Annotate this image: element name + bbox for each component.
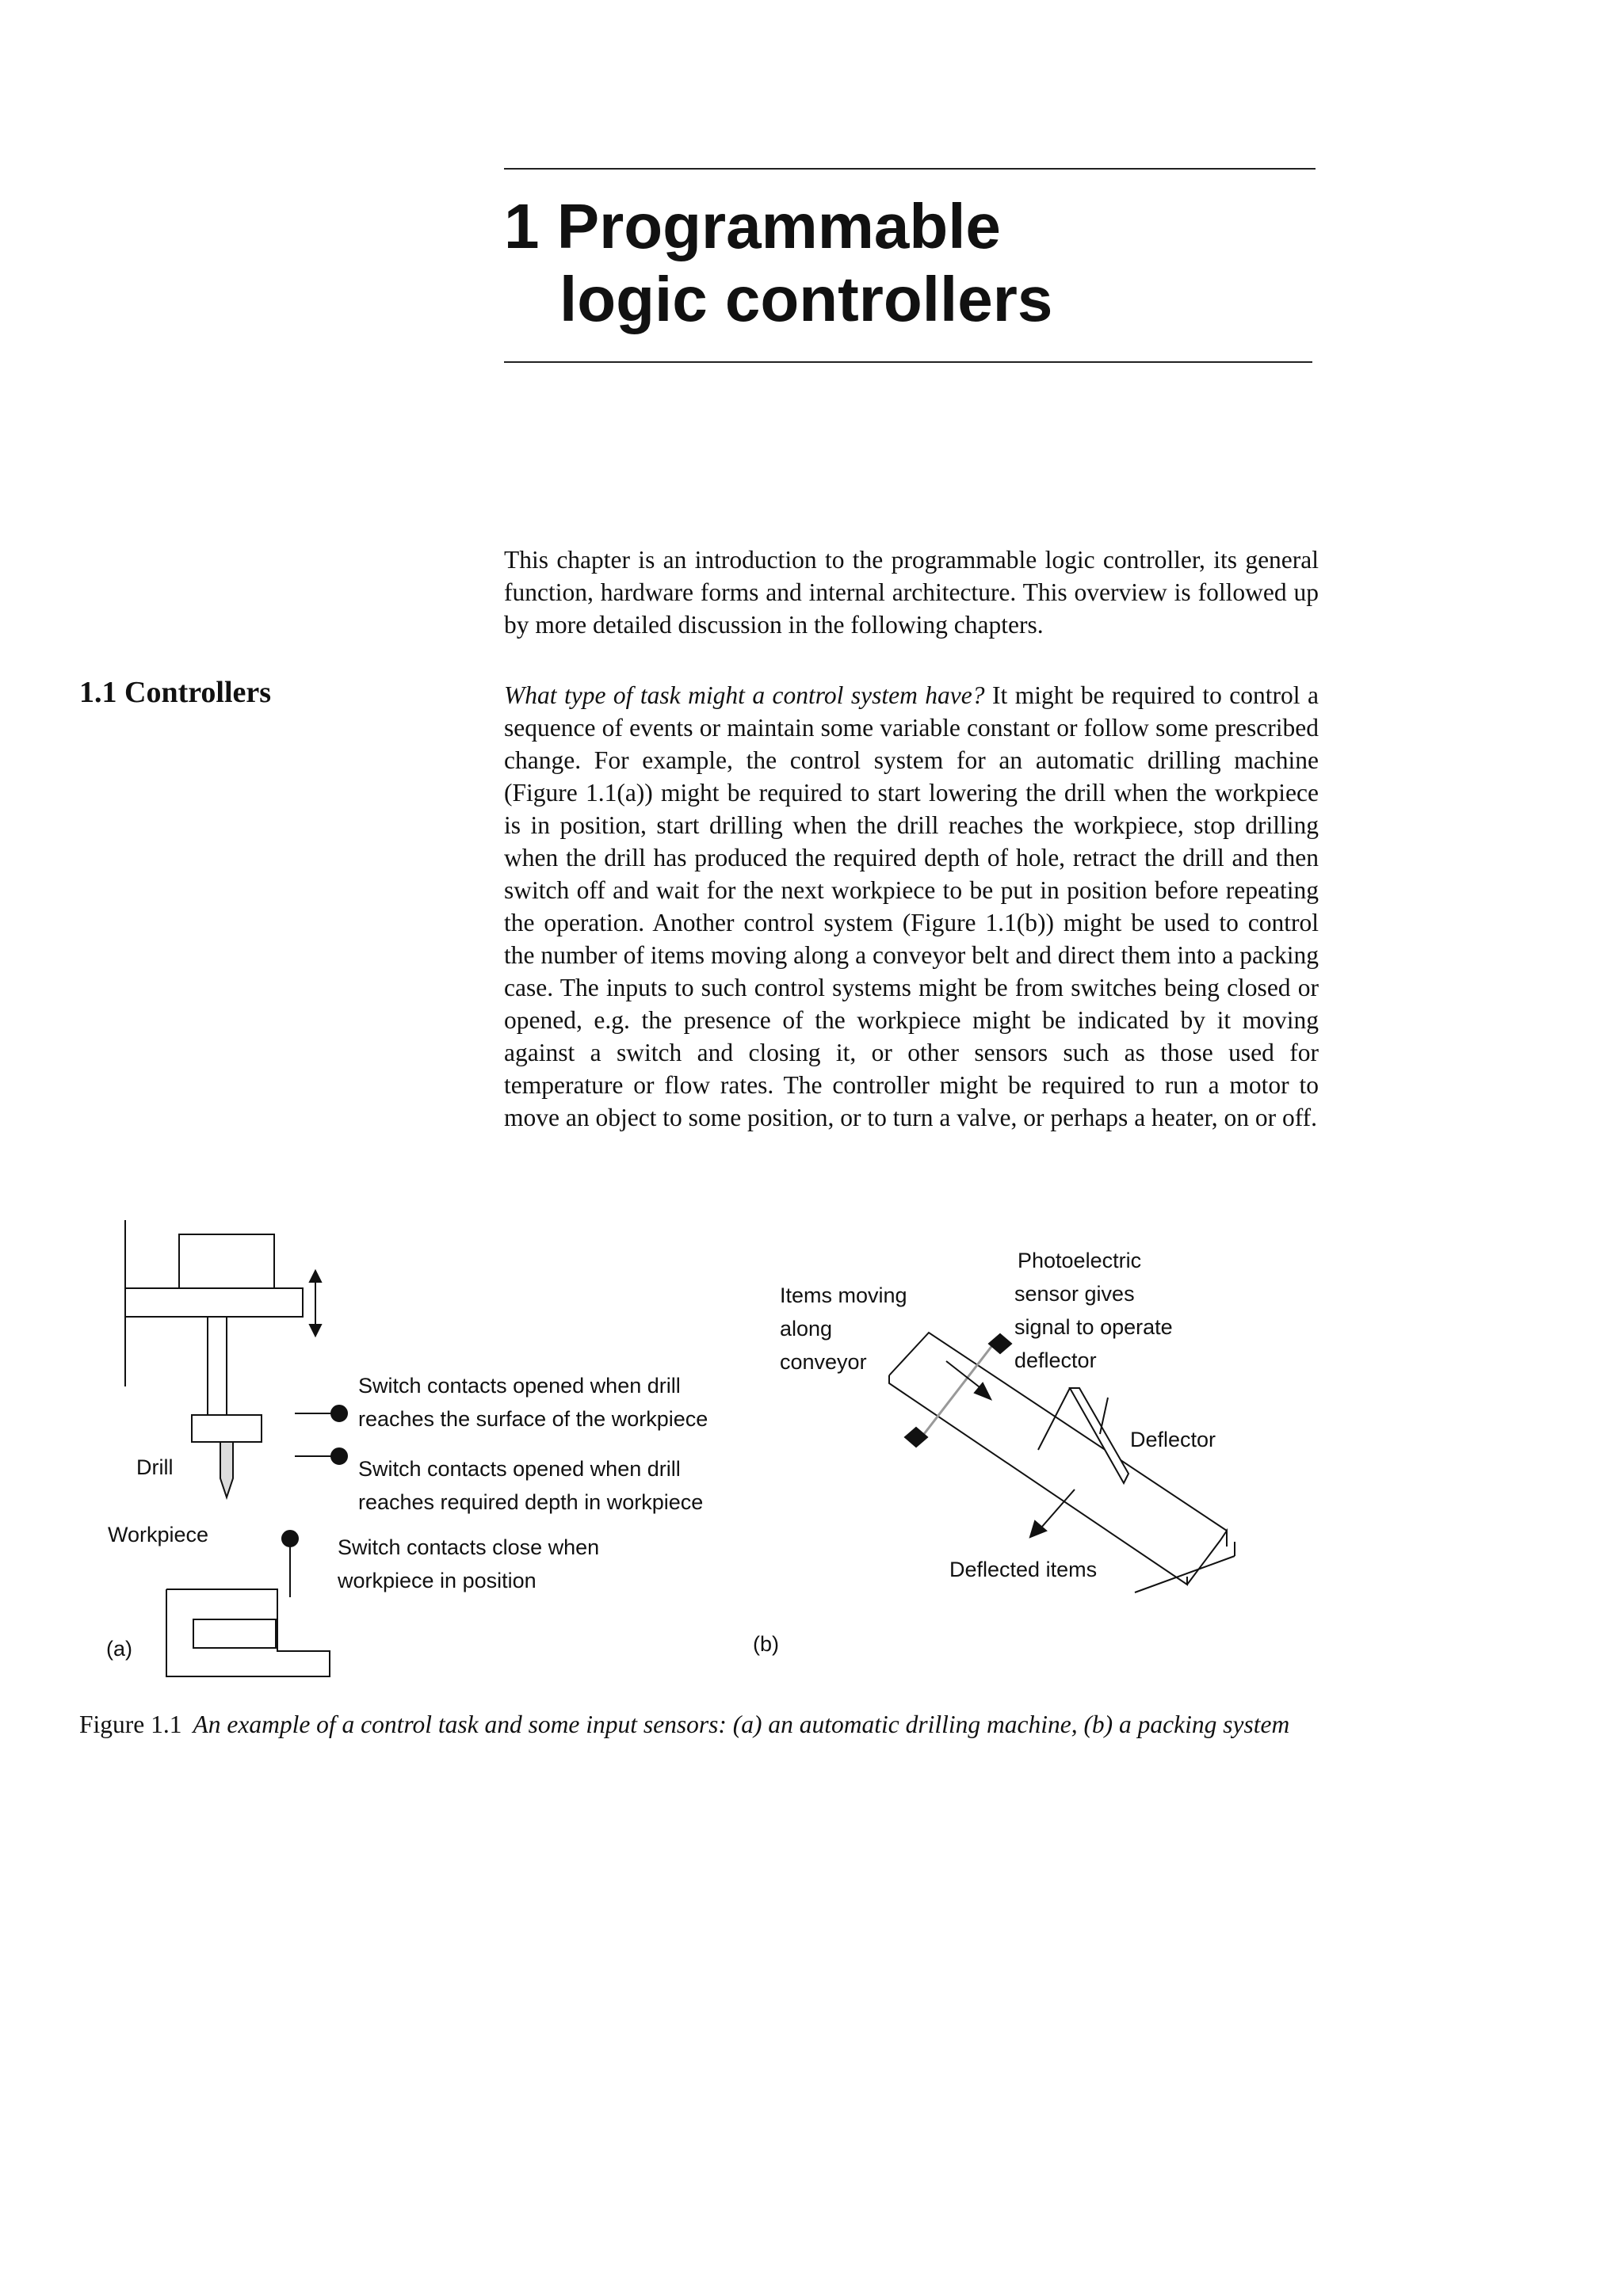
drill-label: Drill — [136, 1455, 174, 1479]
deflector-label: Deflector — [1130, 1428, 1216, 1451]
figure-drawing — [0, 1204, 1623, 1695]
sensor-label-line1: Photoelectric — [1018, 1249, 1142, 1272]
figure-caption — [79, 1708, 1319, 1741]
switch1-label-line2: reaches the surface of the workpiece — [358, 1407, 708, 1431]
conveyor-end-edge — [1135, 1556, 1235, 1592]
title-top-rule — [504, 168, 1316, 170]
items-label-line3: conveyor — [780, 1350, 867, 1374]
lead-question: What type of task might a control system have? — [504, 681, 985, 709]
section-paragraph — [504, 679, 1319, 1134]
items-label-line1: Items moving — [780, 1283, 907, 1307]
chapter-title — [504, 190, 1052, 336]
sensor-label-line4: deflector — [1014, 1348, 1097, 1372]
drill-bit — [220, 1442, 233, 1497]
sensor-label-line2: sensor gives — [1014, 1282, 1135, 1306]
chapter-title-line1: 1 Programmable — [504, 191, 1001, 261]
items-label-line2: along — [780, 1317, 833, 1341]
deflector-pointer — [1100, 1398, 1108, 1434]
caption-text: An example of a control task and some input sensors: (a) an automatic drilling machine, (b) a packing system — [193, 1711, 1290, 1738]
switch1-contact-icon — [331, 1405, 347, 1421]
down-arrow-icon — [310, 1325, 321, 1336]
sensor-label-line3: signal to operate — [1014, 1315, 1173, 1339]
conveyor-near-wall — [889, 1375, 1187, 1585]
deflector-gate-base — [1038, 1388, 1070, 1450]
drill-carriage — [125, 1288, 303, 1317]
workpiece — [193, 1619, 276, 1648]
chapter-title-line2: logic controllers — [559, 264, 1053, 334]
section-heading: 1.1 Controllers — [79, 676, 272, 709]
light-receiver-icon — [905, 1428, 927, 1447]
switch2-label-line2: reaches required depth in workpiece — [358, 1490, 704, 1514]
title-bottom-rule — [504, 361, 1312, 363]
up-arrow-icon — [310, 1271, 321, 1282]
panel-b-label: (b) — [753, 1632, 779, 1656]
workpiece-label: Workpiece — [108, 1523, 209, 1547]
fixture-base — [166, 1589, 330, 1676]
caption-label: Figure 1.1 — [79, 1711, 182, 1738]
figure-1-1 — [0, 1204, 1623, 1695]
deflected-items-label: Deflected items — [949, 1558, 1098, 1581]
light-beam — [924, 1337, 999, 1434]
deflected-direction-line — [1041, 1489, 1075, 1527]
motor-head — [179, 1234, 274, 1288]
intro-paragraph: This chapter is an introduction to the programmable logic controller, its general function, hardware forms and internal architecture. This overview is followed up by more detailed discussion in the following chapters. — [504, 546, 1319, 639]
drill-chuck — [192, 1415, 262, 1442]
deflector-gate — [1070, 1388, 1128, 1483]
conveyor-end — [1187, 1531, 1227, 1585]
switch2-contact-icon — [331, 1448, 347, 1464]
switch3-contact-icon — [282, 1531, 298, 1547]
panel-a-label: (a) — [106, 1637, 132, 1661]
section-body-text: It might be required to control a sequence of events or maintain some variable constant or follow some prescribed change. For example, the control system for an automatic drilling machine (Figure 1.1(a)) might be required to start lowering the drill when the workpiece is in position, start drilling when the drill reaches the workpiece, stop drilling when the drill has produced the required depth of hole, retract the drill and then switch off and wait for the next workpiece to be put in position before repeating the operation. Another control system (Figure 1.1(b)) might be used to control the number of items moving along a conveyor belt and direct them into a packing case. The inputs to such control systems might be from switches being closed or opened, e.g. the presence of the workpiece might be indicated by it moving against a switch and closing it, or other sensors such as those used for temperature or flow rates. The controller might be required to run a motor to move an object to some position, or to turn a valve, or perhaps a heater, on or off. — [504, 681, 1319, 1131]
switch3-label-line2: workpiece in position — [338, 1569, 537, 1592]
switch3-label-line1: Switch contacts close when — [338, 1535, 600, 1559]
switch1-label-line1: Switch contacts opened when drill — [358, 1374, 681, 1398]
switch2-label-line1: Switch contacts opened when drill — [358, 1457, 681, 1481]
photoelectric-sensor-icon — [989, 1334, 1011, 1353]
deflected-direction-arrow-icon — [1030, 1521, 1046, 1537]
